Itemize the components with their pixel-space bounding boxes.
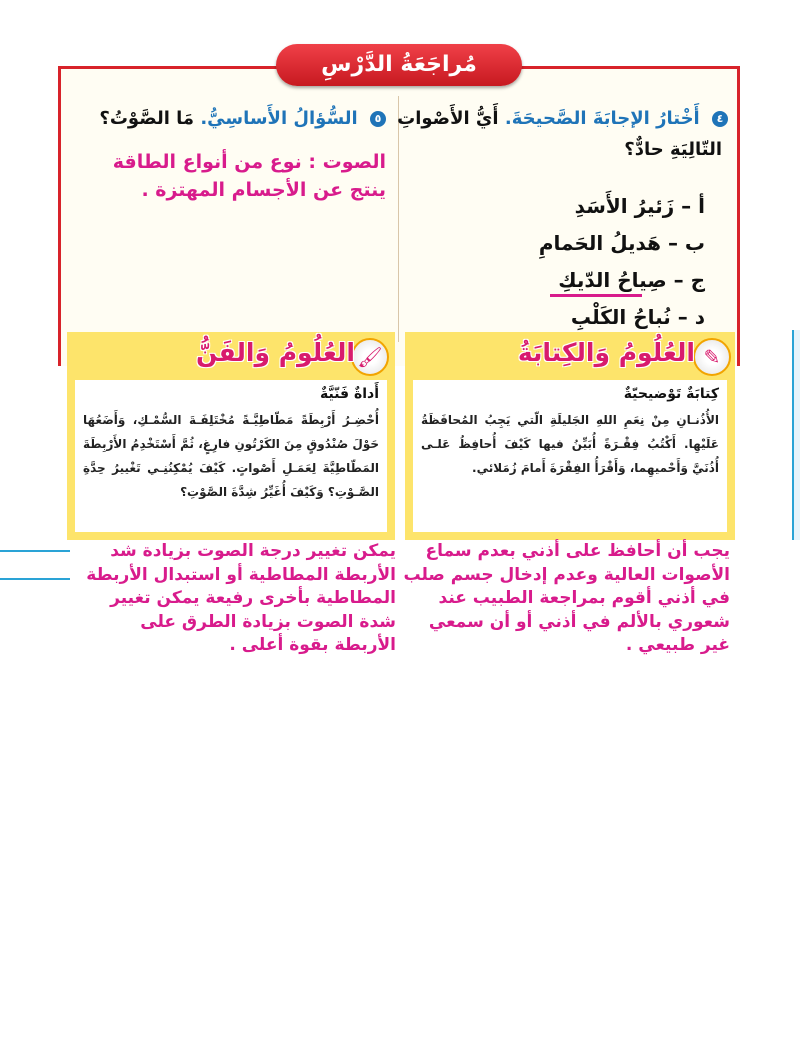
decorative-line: [0, 578, 70, 580]
science-art-text: أُحْضِـرُ أَرْبِطَةً مَطّاطِيَّـةً مُخْتَلِفَـةَ السُّمْـكِ، وَأَضَعُهَا حَوْلَ صُنْدُوقٍ مِنَ الكَرْتُونِ فارِغٍ، ثُمَّ أَسْتَخْدِمُ الأَرْبِطَةَ المَطّاطِيَّةَ لِعَمَـلِ أَصْواتٍ. كَيْفَ يُمْكِنُنِـي تَغْييرُ حِدَّةِ الصَّـوْتِ؟ وَكَيْفَ أُغَيِّرُ شِدَّةَ الصَّوْتِ؟: [83, 413, 379, 499]
science-art-body: [75, 380, 387, 532]
question-4: [397, 108, 728, 160]
science-art-subtitle: أَداةٌ فَنّيَّةٌ: [319, 386, 379, 402]
science-art-title: العُلُومُ وَالفَنُّ: [196, 338, 355, 367]
option-a: أ – زَئيرُ الأَسَدِ: [574, 194, 705, 218]
option-b: ب – هَديلُ الحَمامِ: [538, 231, 705, 255]
column-divider: [398, 96, 399, 342]
question-number-4: ٤: [712, 111, 728, 127]
science-art-panel: [67, 332, 395, 540]
page-edge-decoration: [792, 330, 800, 540]
question-4-text: أَيُّ الأَصْواتِ: [397, 108, 499, 129]
writing-answer: يجب أن أحافظ على أذني بعدم سماع الأصوات العالية وعدم إدخال جسم صلب في أذني أقوم بمراجعة الطبيب عند شعوري بالألم في أذني أو أن سمعي غير طبيعي .: [400, 540, 730, 658]
decorative-line: [0, 550, 70, 552]
option-d: د – نُباحُ الكَلْبِ: [570, 305, 705, 329]
question-4-line2: التّالِيَةِ حادٌّ؟: [624, 139, 722, 160]
question-4-head: أَخْتارُ الإجابَةَ الصَّحيحَةَ.: [504, 108, 700, 129]
question-5-text: مَا الصَّوْتُ؟: [99, 108, 195, 129]
science-writing-panel: [405, 332, 735, 540]
selected-answer-underline: [550, 294, 642, 297]
answer-options: [539, 188, 705, 336]
option-c: ج – صِياحُ الدّيكِ: [558, 268, 705, 292]
pencil-icon: ✎: [693, 338, 731, 376]
question-5: [56, 108, 386, 129]
paintbrush-icon: 🖌: [351, 338, 389, 376]
question-5-answer: الصوت : نوع من أنواع الطاقة ينتج عن الأجسام المهتزة .: [112, 151, 386, 201]
question-5-head: السُّؤالُ الأَساسِيُّ.: [200, 108, 358, 129]
art-answer: يمكن تغيير درجة الصوت بزيادة شد الأربطة المطاطية أو استبدال الأربطة المطاطية بأخرى رفيعة يمكن تغيير شدة الصوت بزيادة الطرق على الأربطة بقوة أعلى .: [80, 540, 396, 658]
science-writing-subtitle: كِتابَةٌ تَوْضيحيّةٌ: [623, 386, 719, 402]
lesson-review-title: مُراجَعَةُ الدَّرْسِ: [276, 44, 522, 86]
science-writing-text: الأُذُنـانِ مِنْ نِعَمِ اللهِ الجَليلَةِ الّتي يَجِبُ المُحافَظَةُ عَلَيْهِا. أَكْتُبُ فِقْـرَةً أُبَيِّنُ فيها كَيْفَ أُحافِظُ عَلـى أُذُنَيَّ وَأَحْميهِما، وَأَقْرَأُ الفِقْرَةَ أَمامَ زُمَلائي.: [421, 413, 719, 475]
science-writing-title: العُلُومُ وَالكِتابَةُ: [517, 338, 695, 367]
question-number-5: ٥: [370, 111, 386, 127]
science-writing-body: [413, 380, 727, 532]
